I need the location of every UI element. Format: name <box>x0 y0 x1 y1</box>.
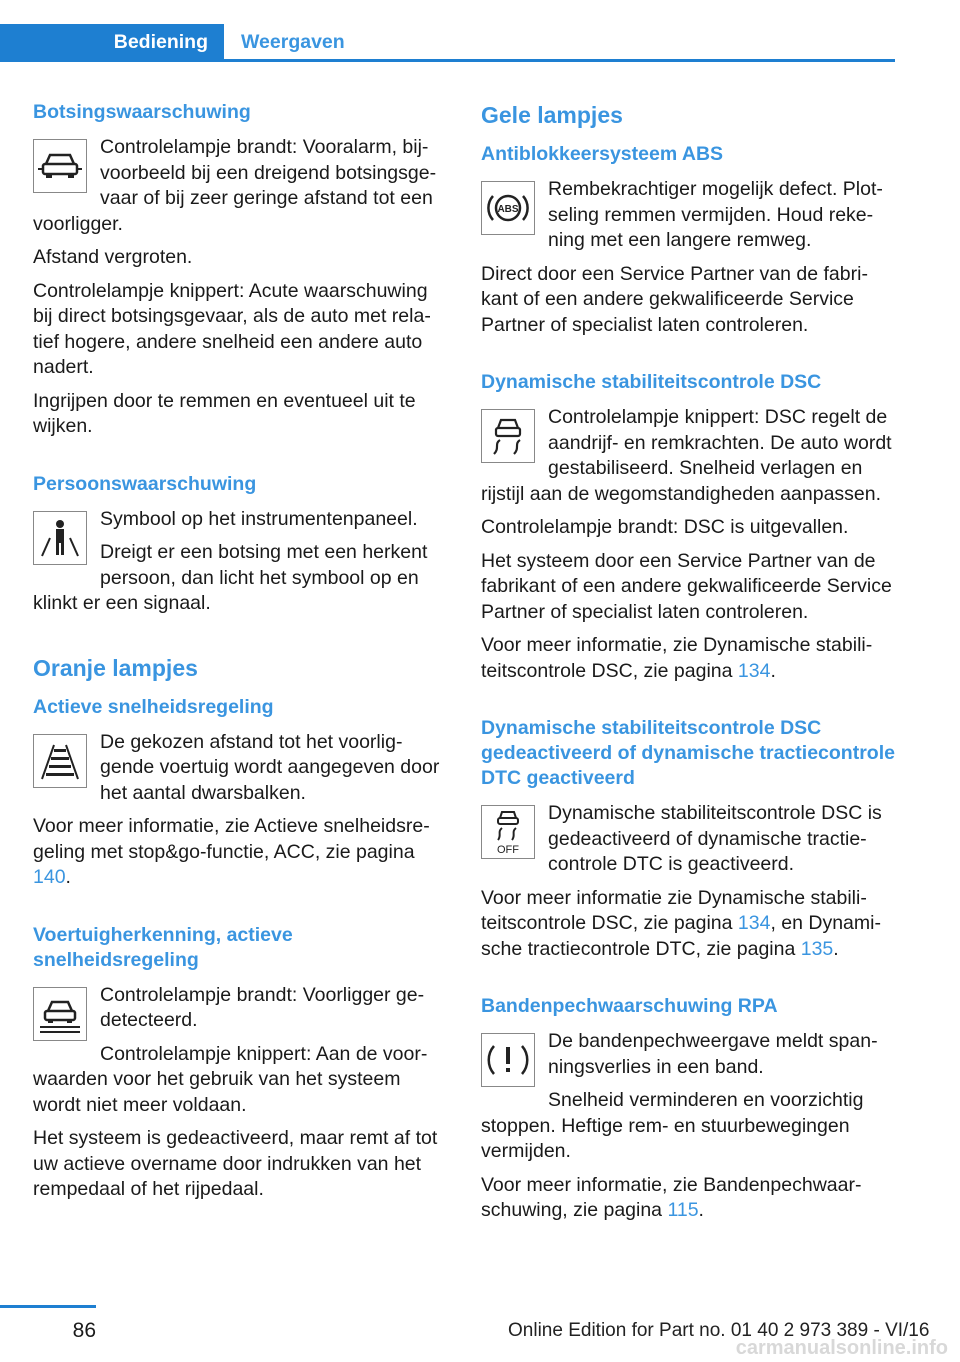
page-link-134[interactable]: 134 <box>737 912 771 934</box>
car-warning-icon <box>33 139 87 193</box>
page-link-134[interactable]: 134 <box>737 659 771 682</box>
paragraph: Controlelampje brandt: Voorligger gedetecteerd. <box>100 983 425 1031</box>
paragraph: De gekozen afstand tot het voorliggende voertuig wordt aangegeven door het aantal dwarsbalken. <box>100 730 440 804</box>
edition-text: Online Edition for Part no. 01 40 2 973 389 - VI/16 <box>508 1320 930 1341</box>
paragraph: Dreigt er een botsing met een herkent persoon, dan licht het symbool op en klinkt er een signaal. <box>33 541 428 614</box>
paragraph: Controlelampje knippert: Aan de voorwaarden voor het gebruik van het systeem wordt niet meer voldaan. <box>33 1042 428 1116</box>
tire-warning-icon <box>481 1033 535 1087</box>
paragraph: Rembekrachtiger mogelijk defect. Plotseling remmen vermijden. Houd rekening met een langere remweg. <box>548 178 883 251</box>
section-title-abs: Antiblokkeersysteem ABS <box>481 143 724 165</box>
tab-weergaven[interactable]: Weergaven <box>241 30 345 53</box>
paragraph: Controlelampje knippert: DSC regelt de aandrijf- en remkrachten. De auto wordt gestabiliseerd. Snelheid verlagen en rijstijl aan de wegomstandigheden aanpassen. <box>481 406 892 505</box>
paragraph: De bandenpechweergave meldt spanningsverlies in een band. <box>548 1030 878 1078</box>
paragraph: Symbool op het instrumentenpaneel. <box>100 507 418 530</box>
paragraph: Voor meer informatie, zie Bandenpechwaarschuwing, zie pagina 115. <box>481 1173 862 1221</box>
heading-gele-lampjes: Gele lampjes <box>481 102 623 128</box>
vehicle-detected-icon <box>33 987 87 1041</box>
paragraph: Ingrijpen door te remmen en eventueel uit te wijken. <box>33 389 416 437</box>
dsc-skid-icon <box>481 409 535 463</box>
distance-bars-icon <box>33 734 87 788</box>
page-number: 86 <box>72 1319 96 1342</box>
page-link-115[interactable]: 115 <box>667 1199 699 1221</box>
section-title-dsc: Dynamische stabiliteitscontrole DSC <box>481 371 822 393</box>
paragraph: Afstand vergroten. <box>33 246 193 268</box>
tab-bediening[interactable]: Bediening <box>0 24 224 61</box>
paragraph: Controlelampje knippert: Acute waarschuwing bij direct botsingsgevaar, als de auto met relatief hogere, andere snelheid een andere auto nadert. <box>33 279 431 378</box>
paragraph: Voor meer informatie, zie Actieve snelheidsregeling met stop&go-functie, ACC, zie pagina 140. <box>33 815 430 888</box>
page-link-135[interactable]: 135 <box>800 937 834 960</box>
section-title-rpa: Bandenpechwaarschuwing RPA <box>481 995 778 1017</box>
paragraph: Voor meer informatie zie Dynamische stabiliteitscontrole DSC, zie pagina 134, en Dynamische tractiecontrole DTC, zie pagina 135. <box>481 886 881 960</box>
dsc-off-icon <box>481 805 535 859</box>
section-title-voertuigherkenning: Voertuigherkenning, actieve snelheidsregeling <box>33 923 293 971</box>
paragraph: Controlelampje brandt: DSC is uitgevallen. <box>481 516 849 538</box>
paragraph: Direct door een Service Partner van de fabrikant of een andere gekwalificeerde Service Partner of specialist laten controleren. <box>481 262 868 336</box>
paragraph: Snelheid verminderen en voorzichtig stoppen. Heftige rem- en stuurbewegingen vermijden. <box>481 1089 864 1162</box>
paragraph: Het systeem door een Service Partner van de fabrikant of een andere gekwalificeerde Service Partner of specialist laten controleren. <box>481 549 892 623</box>
abs-icon <box>481 181 535 235</box>
watermark: carmanualsonline.info <box>735 1337 948 1359</box>
right-column <box>481 100 895 1232</box>
section-title-botsingswaarschuwing: Botsingswaarschuwing <box>33 101 251 123</box>
svg-text:ABS: ABS <box>497 204 519 215</box>
page-link-140[interactable]: 140 <box>33 866 66 888</box>
paragraph: Voor meer informatie, zie Dynamische stabiliteitscontrole DSC, zie pagina 134. <box>481 634 873 682</box>
section-title-persoonswaarschuwing: Persoonswaarschuwing <box>33 472 257 495</box>
svg-text:OFF: OFF <box>497 844 519 856</box>
paragraph: Dynamische stabiliteitscontrole DSC is gedeactiveerd of dynamische tractiecontrole DTC is geactiveerd. <box>548 802 882 875</box>
left-column <box>33 100 447 1211</box>
section-title-dsc-off: Dynamische stabiliteitscontrole DSC gedeactiveerd of dynamische tractiecontrole DTC geactiveerd <box>481 717 895 789</box>
pedestrian-warning-icon <box>33 511 87 565</box>
section-title-actieve-snelheidsregeling: Actieve snelheidsregeling <box>33 695 274 718</box>
paragraph: Het systeem is gedeactiveerd, maar remt af tot uw actieve overname door indrukken van het rempedaal of het rijpedaal. <box>33 1127 438 1200</box>
footer-rule <box>0 1305 96 1308</box>
heading-oranje-lampjes: Oranje lampjes <box>33 654 198 681</box>
paragraph: Controlelampje brandt: Vooralarm, bijvoorbeeld bij een dreigend botsingsgevaar of bij zeer geringe afstand tot een voorligger. <box>33 136 437 235</box>
